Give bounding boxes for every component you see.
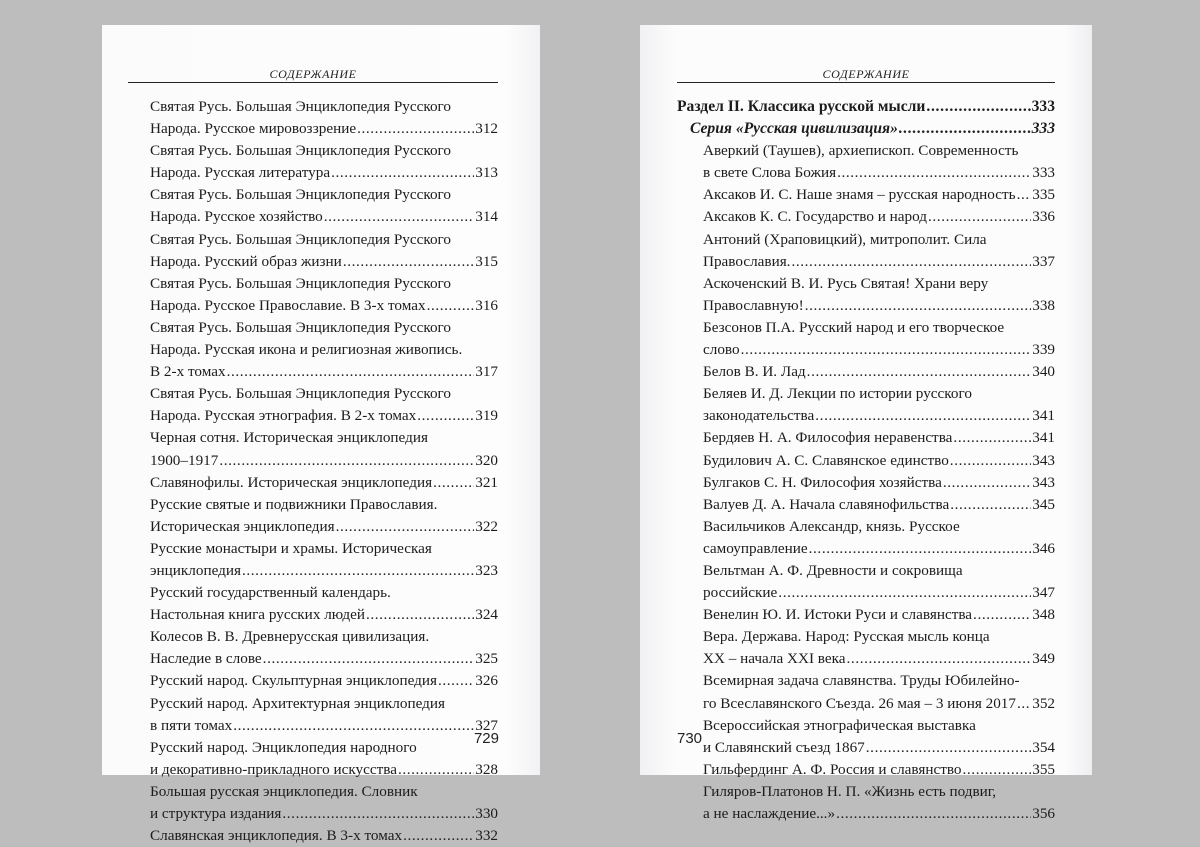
entry-title-line: Русский государственный календарь. (150, 584, 391, 602)
entry-title-line: Вельтман А. Ф. Древности и сокровища (703, 561, 963, 579)
entry-title-line: Гиляров-Платонов Н. П. «Жизнь есть подвиг, (703, 782, 997, 800)
entry-title-line: Беляев И. Д. Лекции по истории русского (703, 385, 972, 403)
header-rule (677, 82, 1055, 83)
entry-page-number: 333 (1032, 164, 1055, 182)
dot-leader (791, 251, 1031, 273)
entry-page-number: 317 (475, 363, 498, 381)
entry-page-number: 321 (475, 473, 498, 491)
entry-title-line: Народа. Русская литература (150, 164, 331, 182)
entry-page-number: 327 (475, 716, 498, 734)
entry-page-number: 343 (1032, 451, 1055, 469)
toc-entry[interactable] (150, 184, 498, 228)
entry-page-number: 345 (1032, 495, 1055, 513)
entry-page-number: 312 (475, 120, 498, 138)
toc-entry[interactable] (677, 759, 1055, 781)
series-heading-text: Серия «Русская цивилизация» (690, 120, 898, 138)
entry-title-line: Святая Русь. Большая Энциклопедия Русского (150, 318, 452, 336)
entry-page-number: 314 (475, 208, 498, 226)
entry-title-line: 1900–1917 (150, 451, 219, 469)
dot-leader (263, 648, 475, 670)
toc-entry[interactable] (150, 670, 498, 692)
toc-entry[interactable] (677, 427, 1055, 449)
dot-leader (963, 759, 1032, 781)
entry-page-number: 325 (475, 650, 498, 668)
entry-title-line: Русский народ. Энциклопедия народного (150, 738, 417, 756)
entry-title-line: Безсонов П.А. Русский народ и его творческое (703, 318, 1005, 336)
entry-title-line: энциклопедия (150, 561, 241, 579)
entry-page-number: 341 (1032, 429, 1055, 447)
running-head: СОДЕРЖАНИЕ (822, 67, 910, 81)
entry-page-number: 330 (475, 805, 498, 822)
toc-entry[interactable] (677, 670, 1055, 714)
dot-leader (336, 516, 475, 538)
entry-title-line: Народа. Русская этнография. В 2-х томах (150, 407, 417, 425)
entry-title-line: Святая Русь. Большая Энциклопедия Русского (150, 142, 452, 160)
toc-entry[interactable] (677, 383, 1055, 427)
left-page (102, 25, 540, 845)
entry-page-number: 337 (1032, 252, 1055, 270)
entry-page-number: 332 (475, 827, 498, 845)
toc-entry[interactable] (150, 626, 498, 670)
entry-title-line: Венелин Ю. И. Истоки Руси и славянства (703, 606, 973, 624)
toc-entry[interactable] (677, 604, 1055, 626)
dot-leader (950, 450, 1031, 472)
toc-entry[interactable] (677, 626, 1055, 670)
entry-title-line: го Всеславянского Съезда. 26 мая – 3 июня 2017 (703, 694, 1016, 712)
entry-page-number: 347 (1032, 584, 1055, 602)
dot-leader (943, 472, 1031, 494)
entry-title-line: Настольная книга русских людей (150, 606, 365, 624)
dot-leader (973, 604, 1031, 626)
running-head: СОДЕРЖАНИЕ (269, 67, 357, 81)
entry-title-line: слово (703, 341, 740, 359)
entry-page-number: 328 (475, 760, 498, 778)
entry-title-line: Будилович А. С. Славянское единство (703, 451, 949, 469)
entry-page-number: 348 (1032, 606, 1055, 624)
toc-entry[interactable] (150, 317, 498, 383)
entry-title-line: а не наслаждение...» (703, 805, 836, 822)
entry-title-line: Бердяев Н. А. Философия неравенства (703, 429, 953, 447)
dot-leader (928, 206, 1031, 228)
dot-leader (227, 361, 475, 383)
dot-leader (836, 803, 1031, 825)
entry-page-number: 323 (475, 561, 498, 579)
section-heading-text: Раздел II. Классика русской мысли (677, 98, 926, 115)
dot-leader (926, 96, 1030, 118)
dot-leader (847, 648, 1032, 670)
entry-title-line: Русские святые и подвижники Православия. (150, 495, 438, 513)
entry-title-line: Аскоченский В. И. Русь Святая! Храни веру (703, 274, 989, 292)
dot-leader (805, 295, 1032, 317)
entry-page-number: 356 (1032, 805, 1055, 822)
section-heading-page: 333 (1031, 98, 1055, 115)
toc-entry[interactable] (150, 494, 498, 538)
entry-title-line: Антоний (Храповицкий), митрополит. Сила (703, 230, 987, 248)
dot-leader (219, 450, 474, 472)
dot-leader (433, 472, 474, 494)
toc-entry[interactable] (677, 472, 1055, 494)
dot-leader (815, 405, 1031, 427)
entry-title-line: Святая Русь. Большая Энциклопедия Русского (150, 274, 452, 292)
dot-leader (950, 494, 1031, 516)
entry-page-number: 355 (1032, 760, 1055, 778)
toc-entry[interactable] (677, 140, 1055, 184)
dot-leader (1017, 693, 1031, 715)
entry-page-number: 354 (1032, 738, 1055, 756)
entry-title-line: в пяти томах (150, 716, 233, 734)
entry-title-line: Народа. Русский образ жизни (150, 252, 342, 270)
entry-page-number: 343 (1032, 473, 1055, 491)
entry-title-line: в свете Слова Божия (703, 164, 837, 182)
entry-title-line: Славянская энциклопедия. В 3-х томах (150, 827, 403, 845)
dot-leader (809, 538, 1032, 560)
entry-title-line: и структура издания (150, 805, 282, 822)
toc-list (677, 96, 1055, 825)
toc-entry[interactable] (150, 383, 498, 427)
entry-title-line: Святая Русь. Большая Энциклопедия Русского (150, 186, 452, 204)
toc-entry[interactable] (677, 273, 1055, 317)
entry-title-line: Славянофилы. Историческая энциклопедия (150, 473, 433, 491)
entry-page-number: 324 (475, 606, 498, 624)
entry-title-line: Аксаков К. С. Государство и народ (703, 208, 928, 226)
dot-leader (324, 206, 474, 228)
toc-entry[interactable] (677, 184, 1055, 206)
toc-entry[interactable] (150, 737, 498, 781)
series-heading-page: 333 (1031, 120, 1055, 138)
toc-entry[interactable] (677, 229, 1055, 273)
page-number: 730 (677, 730, 703, 747)
entry-title-line: Всемирная задача славянства. Труды Юбилейно- (703, 672, 1020, 690)
toc-entry[interactable] (150, 693, 498, 737)
dot-leader (427, 295, 475, 317)
toc-entry[interactable] (150, 273, 498, 317)
page-number: 729 (473, 730, 499, 747)
entry-title-line: Русский народ. Архитектурная энциклопедия (150, 694, 445, 712)
entry-title-line: Колесов В. В. Древнерусская цивилизация. (150, 628, 430, 646)
entry-title-line: Белов В. И. Лад (703, 363, 806, 381)
dot-leader (242, 560, 474, 582)
entry-title-line: Булгаков С. Н. Философия хозяйства (703, 473, 942, 491)
entry-title-line: Наследие в слове (150, 650, 262, 668)
entry-page-number: 338 (1032, 296, 1055, 314)
entry-title-line: Русские монастыри и храмы. Историческая (150, 539, 432, 557)
entry-title-line: В 2-х томах (150, 363, 226, 381)
entry-title-line: Народа. Русское Православие. В 3-х томах (150, 296, 426, 314)
entry-page-number: 313 (475, 164, 498, 182)
entry-title-line: Народа. Русское мировоззрение (150, 120, 357, 138)
dot-leader (899, 118, 1031, 140)
section-heading[interactable] (677, 96, 1055, 118)
entry-title-line: Святая Русь. Большая Энциклопедия Русского (150, 98, 452, 115)
toc-entry[interactable] (677, 317, 1055, 361)
dot-leader (778, 582, 1031, 604)
entry-title-line: Гильфердинг А. Ф. Россия и славянство (703, 760, 962, 778)
entry-page-number: 322 (475, 517, 498, 535)
toc-entry[interactable] (150, 229, 498, 273)
entry-title-line: Васильчиков Александр, князь. Русское (703, 517, 960, 535)
entry-title-line: российские (703, 584, 778, 602)
entry-title-line: Черная сотня. Историческая энциклопедия (150, 429, 428, 447)
toc-entry[interactable] (150, 582, 498, 626)
toc-entry[interactable] (150, 781, 498, 825)
dot-leader (282, 803, 474, 825)
entry-title-line: Православную! (703, 296, 804, 314)
entry-page-number: 315 (475, 252, 498, 270)
toc-entry[interactable] (677, 560, 1055, 604)
entry-page-number: 336 (1032, 208, 1055, 226)
entry-title-line: Русский народ. Скульптурная энциклопедия (150, 672, 437, 690)
entry-title-line: Святая Русь. Большая Энциклопедия Русского (150, 230, 452, 248)
right-page (640, 25, 1092, 822)
entry-page-number: 326 (475, 672, 498, 690)
dot-leader (438, 670, 474, 692)
toc-entry[interactable] (677, 494, 1055, 516)
toc-entry[interactable] (150, 140, 498, 184)
entry-page-number: 319 (475, 407, 498, 425)
dot-leader (233, 715, 474, 737)
entry-title-line: Историческая энциклопедия (150, 517, 335, 535)
toc-entry[interactable] (677, 206, 1055, 228)
toc-entry[interactable] (677, 361, 1055, 383)
entry-title-line: Православия. (703, 252, 791, 270)
entry-page-number: 339 (1032, 341, 1055, 359)
toc-entry[interactable] (150, 427, 498, 471)
dot-leader (366, 604, 474, 626)
toc-entry[interactable] (677, 450, 1055, 472)
entry-page-number: 346 (1032, 539, 1055, 557)
series-heading[interactable] (677, 118, 1055, 140)
entry-title-line: Всероссийская этнографическая выставка (703, 716, 976, 734)
toc-entry[interactable] (677, 715, 1055, 759)
toc-entry[interactable] (150, 472, 498, 494)
dot-leader (953, 427, 1031, 449)
dot-leader (837, 162, 1031, 184)
entry-title-line: законодательства (703, 407, 815, 425)
dot-leader (343, 251, 474, 273)
toc-entry[interactable] (150, 538, 498, 582)
entry-page-number: 316 (475, 296, 498, 314)
entry-title-line: XX – начала XXI века (703, 650, 846, 668)
header-rule (128, 82, 498, 83)
dot-leader (807, 361, 1032, 383)
entry-page-number: 341 (1032, 407, 1055, 425)
toc-entry[interactable] (677, 781, 1055, 825)
dot-leader (1017, 184, 1032, 206)
entry-page-number: 349 (1032, 650, 1055, 668)
entry-title-line: Большая русская энциклопедия. Словник (150, 782, 418, 800)
entry-title-line: Вера. Держава. Народ: Русская мысль конца (703, 628, 990, 646)
entry-title-line: Аверкий (Таушев), архиепископ. Современность (703, 142, 1019, 160)
entry-title-line: самоуправление (703, 539, 808, 557)
dot-leader (403, 825, 474, 847)
dot-leader (741, 339, 1032, 361)
toc-list (150, 96, 498, 847)
dot-leader (417, 405, 474, 427)
dot-leader (866, 737, 1031, 759)
entry-title-line: Валуев Д. А. Начала славянофильства (703, 495, 950, 513)
entry-page-number: 335 (1032, 186, 1055, 204)
entry-title-line: Народа. Русское хозяйство (150, 208, 323, 226)
entry-title-line: и Славянский съезд 1867 (703, 738, 865, 756)
toc-entry[interactable] (677, 516, 1055, 560)
toc-entry[interactable] (150, 96, 498, 140)
dot-leader (398, 759, 474, 781)
entry-title-line: Народа. Русская икона и религиозная живопись. (150, 341, 463, 359)
entry-title-line: Святая Русь. Большая Энциклопедия Русского (150, 385, 452, 403)
toc-entry[interactable] (150, 825, 498, 847)
entry-page-number: 340 (1032, 363, 1055, 381)
entry-page-number: 320 (475, 451, 498, 469)
entry-title-line: и декоративно-прикладного искусства (150, 760, 397, 778)
entry-title-line: Аксаков И. С. Наше знамя – русская народность (703, 186, 1016, 204)
dot-leader (331, 162, 474, 184)
entry-page-number: 352 (1032, 694, 1055, 712)
dot-leader (357, 118, 474, 140)
